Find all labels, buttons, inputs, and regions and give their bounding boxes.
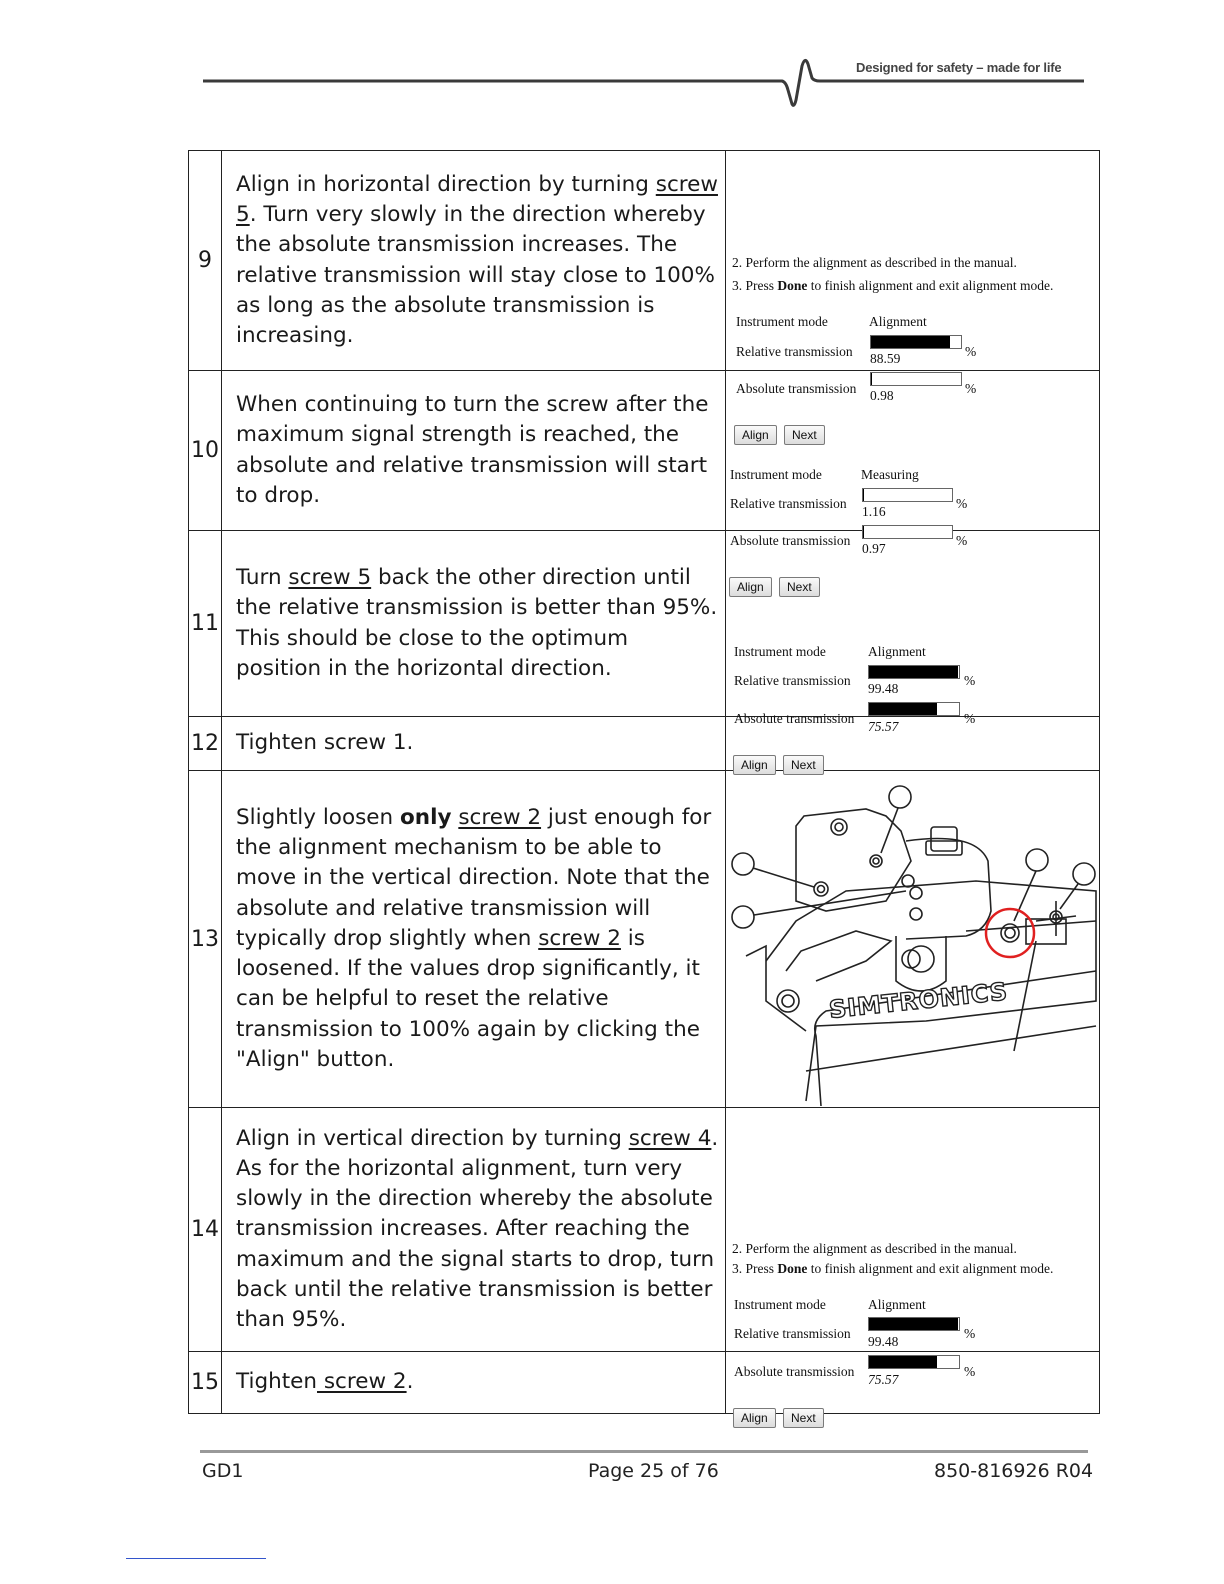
step-row [189, 771, 1100, 1108]
screw-reference: screw 5 [288, 565, 372, 591]
relative-bar-fill [871, 336, 950, 348]
instruction-text: 3. Press Done to finish alignment and exit alignment mode. [732, 277, 1054, 293]
absolute-label: Absolute transmission [734, 710, 855, 726]
absolute-label: Absolute transmission [730, 532, 851, 548]
step-screenshot [726, 531, 1100, 772]
relative-label: Relative transmission [730, 495, 847, 511]
relative-label: Relative transmission [734, 1325, 851, 1341]
footer-doc-number: 850-816926 R04 [934, 1460, 1094, 1482]
footer-rule [200, 1450, 1088, 1453]
percent-sign: % [965, 380, 977, 396]
mode-label: Instrument mode [736, 313, 828, 329]
relative-value: 99.48 [868, 680, 899, 696]
screw-reference: screw 2 [538, 925, 621, 951]
step-screenshot: 2. Perform the alignment as described in the manual. 3. Press Done to finish alignment and exit alignment mode. Instrument mode Alignment Relative transmission 88.59 % Absolute transmission 0.98 % Align Next [726, 151, 1100, 371]
percent-sign: % [964, 710, 976, 726]
step-row [189, 717, 1100, 771]
empty-cell [726, 717, 1100, 771]
screw-reference: screw 2 [458, 805, 542, 831]
absolute-label: Absolute transmission [736, 380, 857, 396]
step-row [189, 1108, 1100, 1352]
relative-label: Relative transmission [736, 343, 853, 359]
relative-value: 99.48 [868, 1333, 899, 1349]
next-button[interactable]: Next [783, 1408, 824, 1428]
step-number: 12 [189, 717, 222, 771]
absolute-value: 0.98 [870, 387, 894, 403]
step-text: Tighten screw 1. [222, 717, 726, 771]
step-number: 9 [189, 151, 222, 371]
relative-bar-fill [869, 1318, 958, 1330]
simtronics-brand-text: SIMTRONICS [827, 977, 1010, 1024]
absolute-value: 0.97 [862, 540, 886, 556]
relative-bar [862, 488, 953, 502]
step-number: 11 [189, 531, 222, 717]
header-tagline: Designed for safety – made for life [856, 60, 1062, 75]
mode-value: Measuring [861, 466, 919, 482]
step-screenshot: 2. Perform the alignment as described in the manual. 3. Press Done to finish alignment and exit alignment mode. Instrument mode Alignment Relative transmission 99.48 % Absolute transmission 75.57 % Align Next [726, 1108, 1100, 1352]
instruction-text: 3. Press Done to finish alignment and exit alignment mode. [732, 1260, 1054, 1276]
mode-label: Instrument mode [734, 643, 826, 659]
mode-label: Instrument mode [734, 1296, 826, 1312]
step-figure [726, 771, 1100, 1108]
step-row [189, 151, 1100, 371]
mode-value: Alignment [868, 1296, 926, 1312]
absolute-bar-fill [869, 703, 937, 715]
next-button[interactable]: Next [779, 577, 820, 597]
mode-label: Instrument mode [730, 466, 822, 482]
align-button[interactable]: Align [734, 425, 777, 445]
absolute-value: 75.57 [868, 1371, 899, 1387]
align-button[interactable]: Align [733, 1408, 776, 1428]
empty-cell [726, 1352, 1100, 1414]
absolute-label: Absolute transmission [734, 1363, 855, 1379]
relative-label: Relative transmission [734, 672, 851, 688]
percent-sign: % [964, 672, 976, 688]
relative-bar [868, 665, 960, 679]
percent-sign: % [965, 343, 977, 359]
relative-bar-fill [863, 489, 864, 501]
step-row [189, 1352, 1100, 1414]
align-button[interactable]: Align [733, 755, 776, 775]
screw-reference: screw 2 [317, 1369, 407, 1395]
screw-reference: screw 4 [628, 1125, 712, 1151]
step-text: Tighten screw 2. [222, 1352, 726, 1414]
step-number: 15 [189, 1352, 222, 1414]
relative-value: 1.16 [862, 503, 886, 519]
relative-value: 88.59 [870, 350, 901, 366]
step-text: Align in horizontal direction by turning screw 5. Turn very slowly in the direction whereby the absolute transmission increases. The relative transmission will stay close to 100% as long as the absolute transmission is increasing. [222, 151, 726, 371]
step-number: 13 [189, 771, 222, 1108]
step-text: When continuing to turn the screw after the maximum signal strength is reached, the absolute and relative transmission will start to drop. [222, 371, 726, 531]
absolute-value: 75.57 [868, 718, 899, 734]
percent-sign: % [956, 495, 968, 511]
next-button[interactable]: Next [783, 755, 824, 775]
percent-sign: % [964, 1325, 976, 1341]
step-text: Slightly loosen only screw 2 just enough for the alignment mechanism to be able to move in the vertical direction. Note that the absolute and relative transmission will typically drop slightly when screw 2 is loosened. If the values drop significantly, it can be helpful to reset the relative transmission to 100% again by clicking the "Align" button. [222, 771, 726, 1108]
footer-page-number: Page 25 of 76 [588, 1460, 719, 1482]
mode-value: Alignment [869, 313, 927, 329]
align-button[interactable]: Align [729, 577, 772, 597]
step-text: Align in vertical direction by turning screw 4. As for the horizontal alignment, turn very slowly in the direction whereby the absolute transmission increases. After reaching the maximum and the signal starts to drop, turn back until the relative transmission is better than 95%. [222, 1108, 726, 1352]
footer-doc-code: GD1 [202, 1460, 244, 1482]
step-row [189, 531, 1100, 717]
relative-bar [868, 1317, 960, 1331]
step-number: 10 [189, 371, 222, 531]
absolute-bar [868, 702, 960, 716]
relative-bar [870, 335, 962, 349]
steps-table [188, 150, 1100, 1425]
bottom-link-line [126, 1558, 266, 1559]
step-screenshot [726, 371, 1100, 594]
alignment-mechanism-drawing [726, 771, 1099, 1107]
step-row [189, 371, 1100, 531]
step-text: Turn screw 5 back the other direction until the relative transmission is better than 95%. This should be close to the optimum position in the horizontal direction. [222, 531, 726, 717]
relative-bar-fill [869, 666, 958, 678]
next-button[interactable]: Next [784, 425, 825, 445]
highlight-circle-icon [986, 909, 1034, 957]
percent-sign: % [964, 1363, 976, 1379]
percent-sign: % [956, 532, 968, 548]
step-number: 14 [189, 1108, 222, 1352]
mode-value: Alignment [868, 643, 926, 659]
emphasis-only: only [400, 805, 452, 831]
screw-reference: screw 5 [236, 171, 718, 228]
